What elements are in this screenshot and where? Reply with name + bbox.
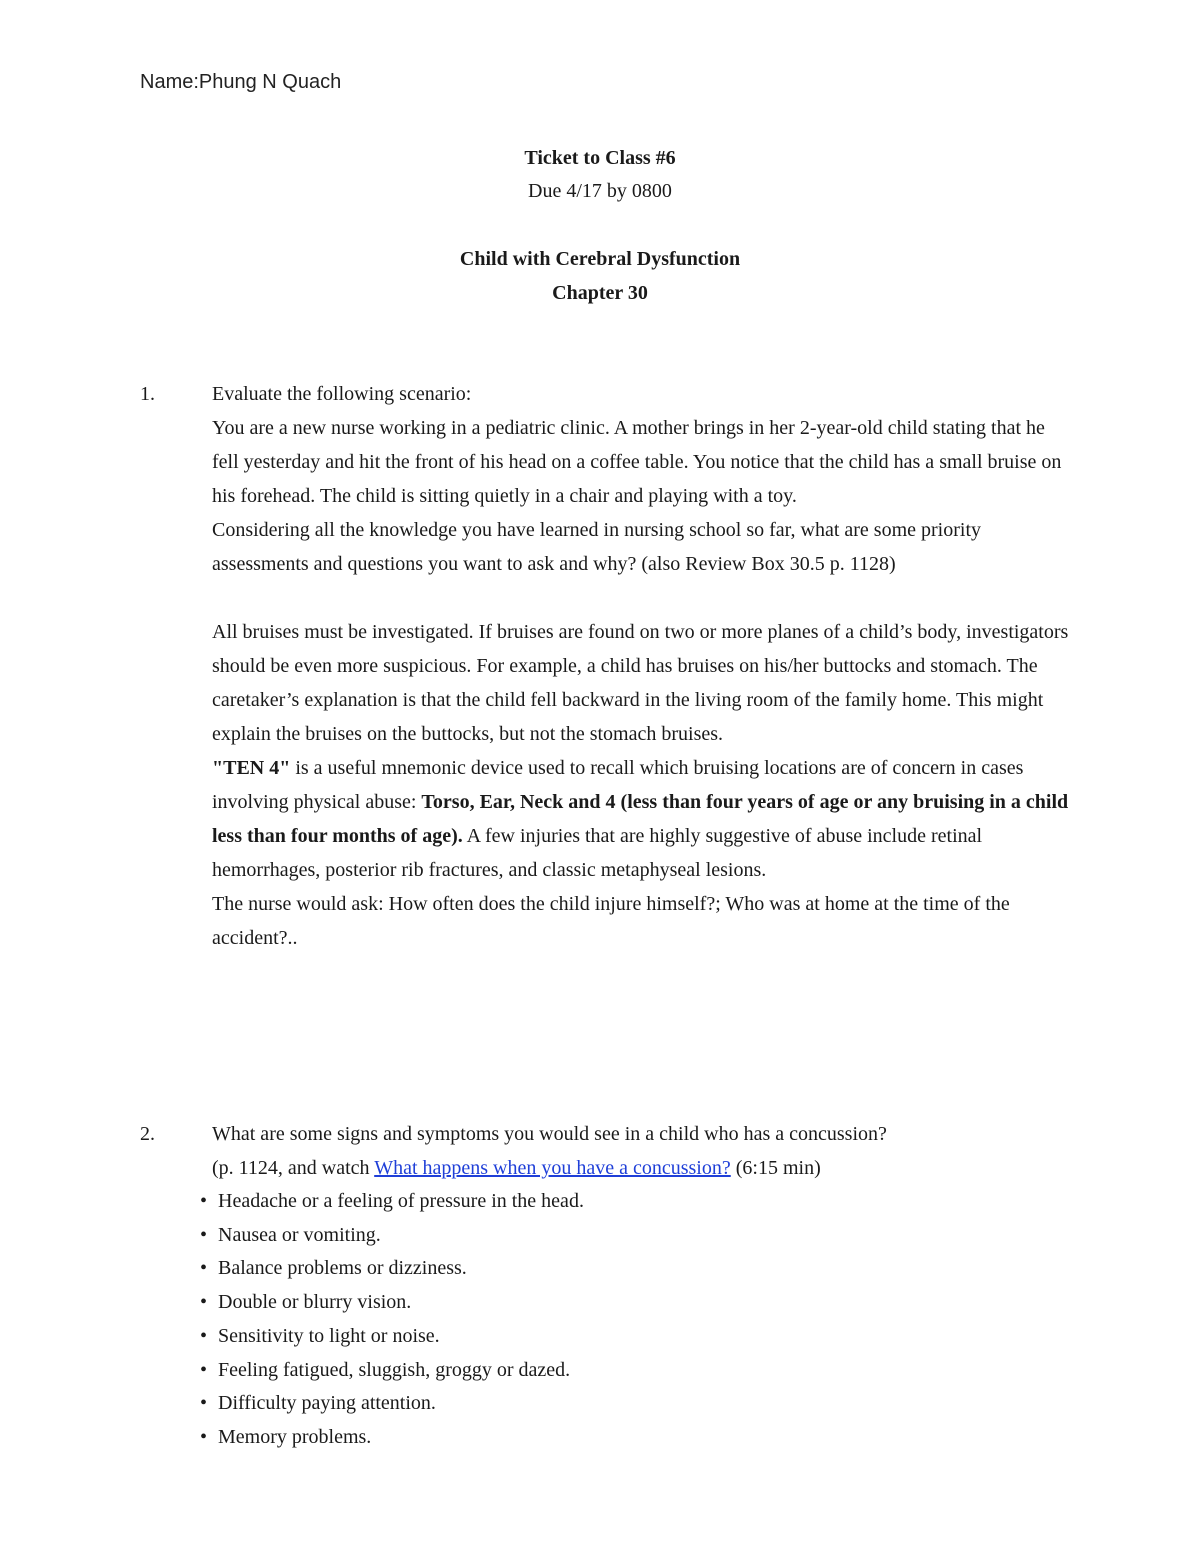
concussion-video-link[interactable]: What happens when you have a concussion? xyxy=(374,1157,731,1179)
ten4-label: "TEN 4" xyxy=(212,757,291,779)
question-2-reference xyxy=(212,1151,1072,1185)
question-1-scenario: You are a new nurse working in a pediatric clinic. A mother brings in her 2-year-old child stating that he fell yesterday and hit the front of his head on a coffee table. You notice that the child has a small bruise on his forehead. The child is sitting quietly in a chair and playing with a toy. xyxy=(212,417,1062,507)
list-item: • Memory problems. xyxy=(200,1421,584,1455)
list-item: • Balance problems or dizziness. xyxy=(200,1252,584,1286)
answer-bruises-paragraph: All bruises must be investigated. If bruises are found on two or more planes of a child’s body, investigators should be even more suspicious. For example, a child has bruises on his/her buttocks and stomach. The caretaker’s explanation is that the child fell backward in the living room of the family home. This might explain the bruises on the buttocks, but not the stomach bruises. xyxy=(212,621,1069,745)
list-item: • Double or blurry vision. xyxy=(200,1286,584,1320)
bullet-icon: • xyxy=(200,1223,208,1246)
question-1-number: 1. xyxy=(140,383,155,405)
student-name: Name:Phung N Quach xyxy=(140,71,342,93)
list-item: • Feeling fatigued, sluggish, groggy or dazed. xyxy=(200,1354,584,1388)
list-item: • Difficulty paying attention. xyxy=(200,1387,584,1421)
ten4-tail: A few injuries that are highly suggestive of abuse include retinal hemorrhages, posterior rib fractures, and classic metaphyseal lesions. xyxy=(212,825,983,881)
ticket-title: Ticket to Class #6 xyxy=(524,147,676,169)
bullet-icon: • xyxy=(200,1291,208,1314)
bullet-icon: • xyxy=(200,1392,208,1415)
reference-prefix: (p. 1124, and watch xyxy=(212,1157,375,1179)
nurse-questions: The nurse would ask: How often does the child injure himself?; Who was at home at the time of the accident?.. xyxy=(212,893,1010,949)
question-2-prompt: What are some signs and symptoms you would see in a child who has a concussion? xyxy=(212,1123,887,1145)
bullet-icon: • xyxy=(200,1425,208,1448)
bullet-icon: • xyxy=(200,1190,208,1212)
symptom-list xyxy=(200,1185,584,1455)
list-item: • Nausea or vomiting. xyxy=(200,1219,584,1253)
reference-suffix: (6:15 min) xyxy=(730,1157,821,1179)
topic-title: Child with Cerebral Dysfunction xyxy=(459,248,741,270)
question-1-question: Considering all the knowledge you have learned in nursing school so far, what are some priority assessments and questions you want to ask and why? (also Review Box 30.5 p. 1128) xyxy=(212,519,982,575)
due-date: Due 4/17 by 0800 xyxy=(528,180,672,202)
chapter-title: Chapter 30 xyxy=(552,282,648,304)
question-2 xyxy=(212,1117,1072,1185)
ten4-bold: Torso, Ear, Neck and 4 (less than four years of age or any bruising in a child less than four months of age). xyxy=(212,791,1069,847)
question-1 xyxy=(212,377,1072,955)
list-item: • Sensitivity to light or noise. xyxy=(200,1320,584,1354)
bullet-icon: • xyxy=(200,1257,208,1280)
question-2-number: 2. xyxy=(140,1123,155,1145)
bullet-icon: • xyxy=(200,1358,208,1381)
ten4-text: is a useful mnemonic device used to recall which bruising locations are of concern in cases involving physical abuse: xyxy=(212,757,1024,813)
answer-ten4-paragraph xyxy=(212,751,1072,887)
bullet-icon: • xyxy=(200,1324,208,1347)
list-item: • Headache or a feeling of pressure in the head. xyxy=(200,1185,584,1219)
question-1-prompt: Evaluate the following scenario: xyxy=(212,383,472,405)
